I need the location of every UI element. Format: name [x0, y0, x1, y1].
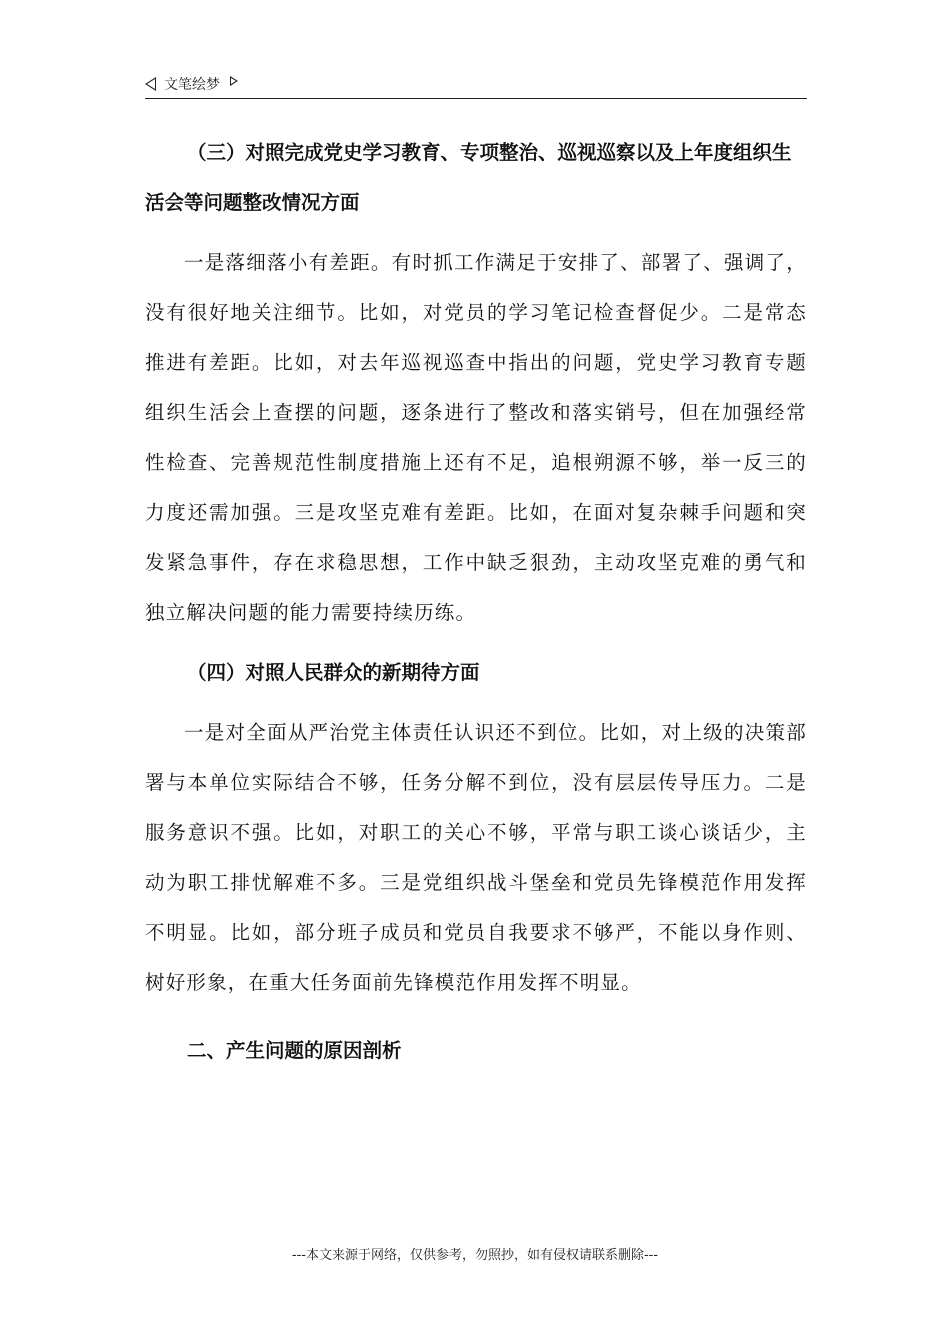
section-heading-4: （四）对照人民群众的新期待方面: [187, 661, 480, 684]
section-heading-3: （三）对照完成党史学习教育、专项整治、巡视巡察以及上年度组织生活会等问题整改情况方面: [145, 141, 792, 214]
page-header: [145, 70, 807, 99]
triangle-left-icon: [145, 77, 156, 91]
header-brand: 文笔绘梦: [164, 77, 220, 93]
page-footer-notice: ---本文来源于网络，仅供参考，勿照抄，如有侵权请联系删除---: [291, 1248, 659, 1263]
section-paragraph-4: 一是对全面从严治党主体责任认识还不到位。比如，对上级的决策部署与本单位实际结合不够，任务分解不到位，没有层层传导压力。二是服务意识不强。比如，对职工的关心不够，平常与职工谈心谈话少，主动为职工排忧解难不多。三是党组织战斗堡垒和党员先锋模范作用发挥不明显。比如，部分班子成员和党员自我要求不够严，不能以身作则、树好形象，在重大任务面前先锋模范作用发挥不明显。: [145, 721, 807, 994]
document-body: [145, 128, 807, 1076]
section-heading-2: 二、产生问题的原因剖析: [187, 1039, 402, 1062]
section-paragraph-3: 一是落细落小有差距。有时抓工作满足于安排了、部署了、强调了，没有很好地关注细节。比如，对党员的学习笔记检查督促少。二是常态推进有差距。比如，对去年巡视巡查中指出的问题，党史学习教育专题组织生活会上查摆的问题，逐条进行了整改和落实销号，但在加强经常性检查、完善规范性制度措施上还有不足，追根朔源不够，举一反三的力度还需加强。三是攻坚克难有差距。比如，在面对复杂棘手问题和突发紧急事件，存在求稳思想，工作中缺乏狠劲，主动攻坚克难的勇气和独立解决问题的能力需要持续历练。: [145, 251, 807, 624]
triangle-right-icon: [230, 76, 238, 86]
